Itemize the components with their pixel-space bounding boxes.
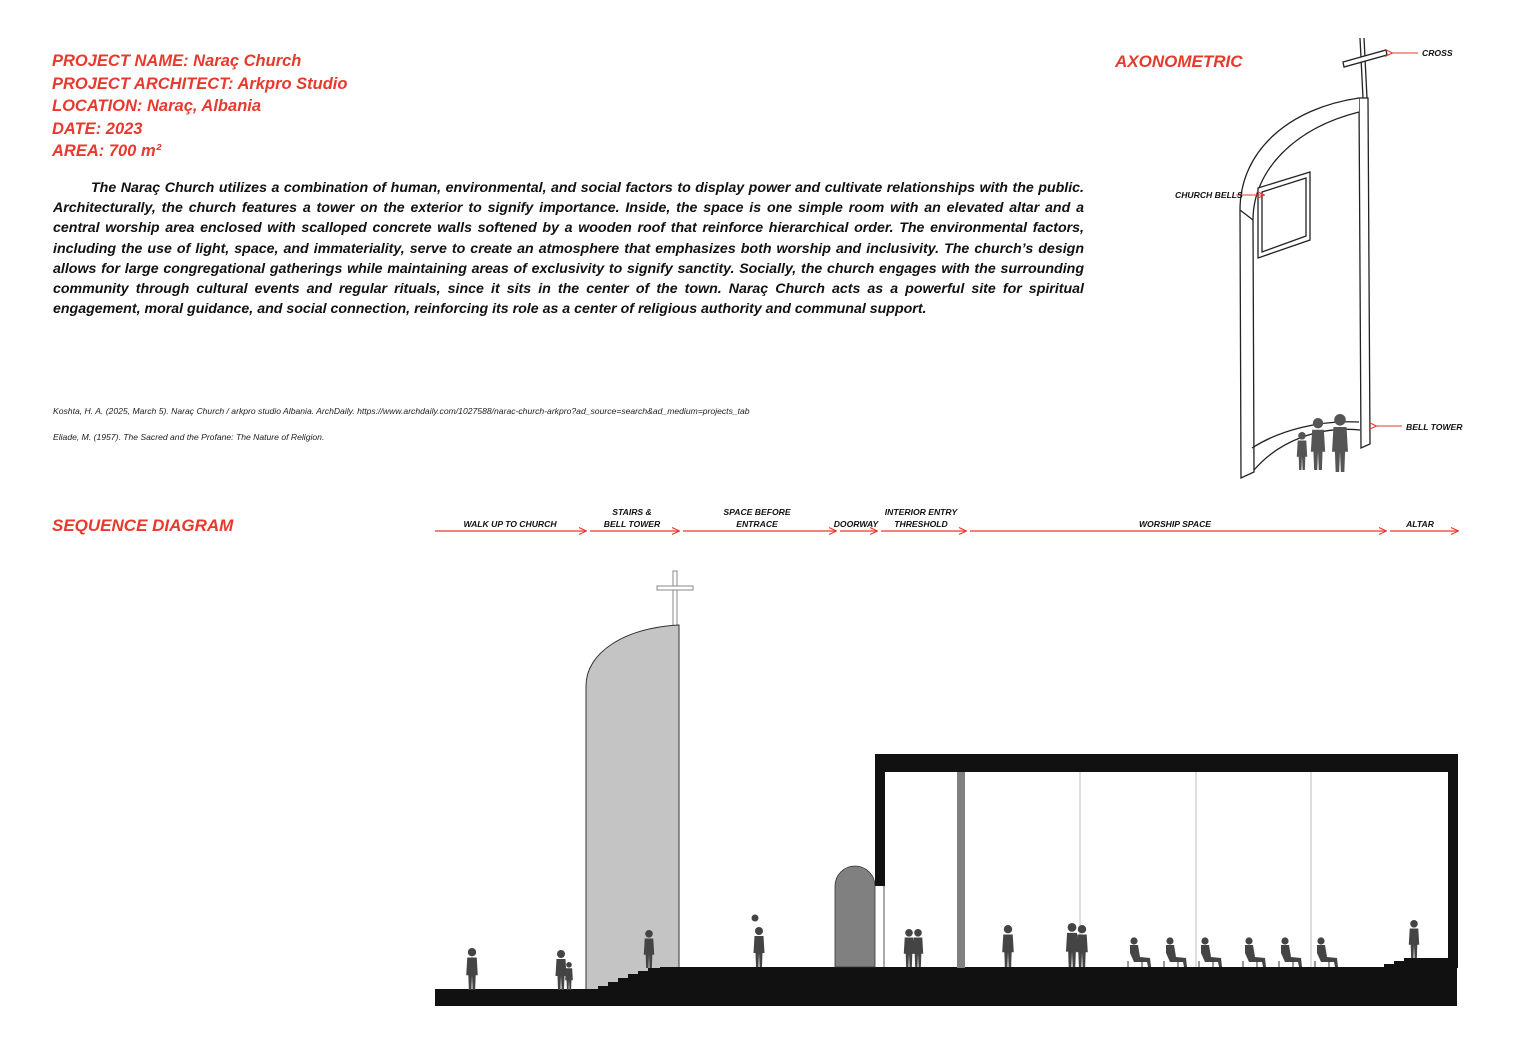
project-area: AREA: 700 m² (52, 142, 162, 160)
sequence-stage-labels (463, 507, 1434, 529)
roof-slab (875, 754, 1458, 772)
back-wall (1448, 754, 1458, 968)
project-name: PROJECT NAME: Naraç Church (52, 52, 302, 70)
ground-slab (435, 989, 1457, 1006)
section-drawing (435, 571, 1458, 1006)
axonometric-figures (1297, 414, 1348, 472)
stage-space-before-line1: SPACE BEFORE (723, 507, 791, 517)
scalloped-wall-lines (1080, 772, 1311, 967)
axonometric-drawing (1240, 38, 1387, 478)
label-bell-tower: BELL TOWER (1406, 422, 1463, 432)
stage-threshold-line2: THRESHOLD (894, 519, 948, 529)
interior-column (957, 772, 965, 968)
stage-stairs-line2: BELL TOWER (603, 519, 661, 529)
reference-1: Koshta, H. A. (2025, March 5). Naraç Church / arkpro studio Albania. ArchDaily. https://www.archdaily.com/1027588/narac-church-arkpro?ad_source=search&ad_medium=projects_tab (53, 406, 750, 416)
axonometric-heading: AXONOMETRIC (1115, 52, 1243, 71)
stage-doorway: DOORWAY (833, 519, 879, 529)
project-date: DATE: 2023 (52, 119, 143, 138)
stage-stairs-line1: STAIRS & (612, 507, 652, 517)
doorway-arch (835, 866, 875, 967)
project-location: LOCATION: Naraç, Albania (52, 97, 262, 115)
stage-worship-space: WORSHIP SPACE (1138, 519, 1212, 529)
stage-threshold-line1: INTERIOR ENTRY (884, 507, 958, 517)
project-architect: PROJECT ARCHITECT: Arkpro Studio (52, 74, 348, 93)
stage-walk-up: WALK UP TO CHURCH (463, 519, 557, 529)
sequence-heading: SEQUENCE DIAGRAM (52, 516, 234, 535)
altar-platform (1384, 958, 1457, 967)
label-church-bells: CHURCH BELLS (1175, 190, 1243, 200)
axonometric-labels (1175, 48, 1463, 432)
reference-2: Eliade, M. (1957). The Sacred and the Profane: The Nature of Religion. (53, 432, 325, 442)
label-cross: CROSS (1422, 48, 1453, 58)
entry-stairs (590, 967, 1457, 990)
bell-tower-section (586, 625, 679, 990)
stage-space-before-line2: ENTRACE (736, 519, 778, 529)
stage-altar: ALTAR (1406, 519, 1434, 529)
front-wall (875, 754, 885, 886)
description-paragraph: The Naraç Church utilizes a combination of human, environmental, and social factors to display power and cultivate relationships with the public. Architecturally, the church features a tower on the exterior to signify importance. Inside, the space is one simple room with an elevated altar and a central worship area enclosed with scalloped concrete walls softened by a wooden roof that reinforce hierarchical order. The environmental factors, including the use of light, space, and immateriality, serve to create an atmosphere that emphasizes both worship and inclusivity. The church’s design allows for large congregational gatherings while maintaining areas of exclusivity to signify sanctity. Socially, the church engages with the surrounding community through cultural events and regular rituals, since it sits in the center of the town. Naraç Church acts as a powerful site for spiritual engagement, moral guidance, and social connection, reinforcing its role as a center of religious authority and communal support. (53, 180, 1084, 318)
tower-cross-icon (657, 571, 693, 626)
cross-icon (1343, 38, 1387, 98)
